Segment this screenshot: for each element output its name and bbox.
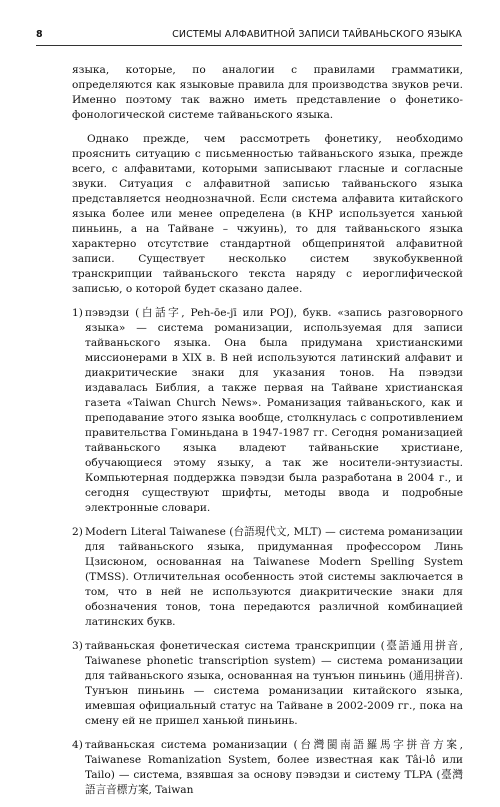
list-item: [72, 525, 463, 630]
header-rule: [36, 45, 462, 46]
list-item: [72, 738, 463, 798]
paragraph-alphabet-situation: Однако прежде, чем рассмотреть фонетику, необходимо прояснить ситуацию с письменностью тайваньского языка, прежде всего, с алфавитами, которыми записывают гласные и согласные звуки. Ситуация с алфавитной записью тайваньского языка представляется неоднозначной. Если система алфавита китайского языка более или менее определена (в КНР используется ханьюй пиньинь, а на Тайване – чжуинь), то для тайваньского языка характерно отсутствие стандартной общепринятой алфавитной записи. Существует несколько систем звукобуквенной транскрипции тайваньского текста наряду с иероглифической записью, о которой будет сказано далее.: [72, 133, 463, 295]
list-item-number: 3): [72, 640, 83, 652]
list-item-number: 2): [72, 526, 83, 538]
list-item-text: тайваньская фонетическая система транскрипции (臺語通用拼音, Taiwanese phonetic transcription system) — система романизации для тайваньского языка, основанная на тунъюн пиньинь (通用拼音). Тунъюн пиньинь — система романизации китайского языка, имевшая официальный статус на Тайване в 2002-2009 гг., пока на смену ей не пришел ханьюй пиньинь.: [85, 640, 463, 727]
paragraph-continuation: языка, которые, по аналогии с правилами грамматики, определяются как языковые правила для производства звуков речи. Именно поэтому так важно иметь представление о фонетико-фонологической системе тайваньского языка.: [72, 64, 463, 121]
page-number: 8: [36, 29, 43, 40]
list-item: [72, 639, 463, 729]
list-item-number: 4): [72, 739, 83, 751]
page-header: [36, 29, 462, 43]
romanization-systems-list: [72, 306, 463, 798]
list-item-text: Modern Literal Taiwanese (台語現代文, MLT) — система романизации для тайваньского языка, придуманная профессором Линь Цзисюном, основанная на Taiwanese Modern Spelling System (TMSS). Отличительная особенность этой системы заключается в том, что в ней не используются диакритические знаки для обозначения тонов, тона передаются различной комбинацией латинских букв.: [85, 526, 463, 628]
list-item-number: 1): [72, 307, 83, 319]
running-head: СИСТЕМЫ АЛФАВИТНОЙ ЗАПИСИ ТАЙВАНЬСКОГО ЯЗЫКА: [172, 29, 462, 40]
list-item: [72, 306, 463, 516]
body-text: [72, 63, 463, 807]
list-item-text: пэвэдзи (白話字, Peh-ōe-jī или POJ), букв. «запись разговорного языка» — система романизации, используемая для записи тайваньского языка. Она была придумана христианскими миссионерами в XIX в. В ней используются латинский алфавит и диакритические знаки для указания тонов. На пэвэдзи издавалась Библия, а также первая на Тайване христианская газета «Taiwan Church News». Романизация тайваньского, как и преподавание этого языка вообще, столкнулась с сопротивлением правительства Гоминьдана в 1947-1987 гг. Сегодня романизацией тайваньского языка владеют тайваньские христиане, обучающиеся этому языку, а так же носители-энтузиасты. Компьютерная поддержка пэвэдзи была разработана в 2004 г., и сегодня существуют шрифты, методы ввода и подробные электронные словари.: [85, 307, 463, 514]
list-item-text: тайваньская система романизации (台灣閩南語羅馬字拼音方案, Taiwanese Romanization System, более известная как Tâi-lô или Tailo) — система, взявшая за основу пэвэдзи и систему TLPA (臺灣語言音標方案, Taiwan: [85, 739, 463, 796]
